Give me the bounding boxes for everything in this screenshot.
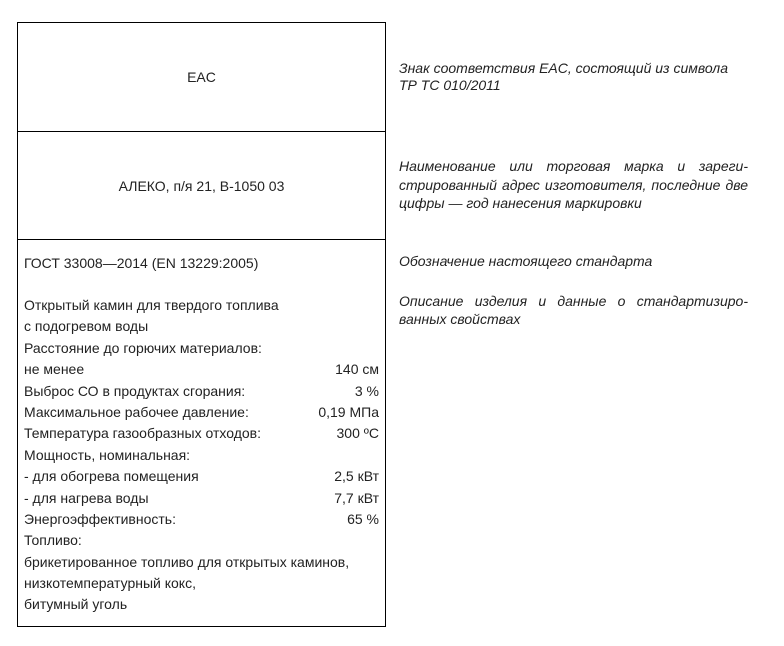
spec-label: Открытый камин для твердого топлива [24,296,279,313]
spec-block [24,253,379,616]
spec-line [24,381,379,402]
spec-label: Максимальное рабочее давление: [24,403,249,420]
mark-cell [18,23,385,131]
spec-value: 3 % [354,382,379,399]
spec-line [24,488,379,509]
spec-line [24,402,379,423]
spec-label: брикетированное топливо для открытых каминов, [24,553,350,570]
spacer [24,274,379,295]
conformity-mark: EAC [187,69,216,85]
spec-line [24,423,379,444]
spec-label: Выброс СО в продуктах сгорания: [24,382,246,399]
spec-label: Расстояние до горючих материалов: [24,339,262,356]
standard-text: ГОСТ 33008—2014 (EN 13229:2005) [24,255,259,271]
spec-value: 0,19 МПа [318,403,379,420]
spec-line [24,594,379,615]
spec-value: 65 % [347,510,379,527]
spec-line [24,466,379,487]
spec-value: 300 ºС [336,425,379,442]
spec-label: Температура газообразных отходов: [24,425,261,442]
spec-line [24,338,379,359]
note-manufacturer: Наименование или торговая марка и зарегистрированный адрес изготовителя, последние две цифры — год нанесения маркировки [399,158,748,212]
note-standard: Обозначение настоящего стандарта [399,253,653,269]
spec-label: с подогревом воды [24,318,149,335]
spec-line [24,552,379,573]
spec-label: битумный уголь [24,596,128,613]
manufacturer-address: АЛЕКО, п/я 21, В-1050 03 [118,177,285,194]
spec-line [24,573,379,594]
spec-value: 2,5 кВт [334,468,379,485]
manufacturer-cell [18,131,385,239]
spec-value: 7,7 кВт [334,489,379,506]
spec-line [24,359,379,380]
spec-label: - для нагрева воды [24,489,149,506]
spec-line [24,530,379,551]
spec-line [24,445,379,466]
spec-value: 140 см [335,361,379,378]
spec-line [24,316,379,337]
spec-label: Топливо: [24,532,82,549]
spec-cell [18,239,385,626]
spec-line [24,509,379,530]
spec-label: Энергоэффективность: [24,510,176,527]
spec-label: Мощность, номинальная: [24,446,191,463]
spec-line [24,295,379,316]
spec-label: не менее [24,361,85,378]
standard-designation [24,253,379,274]
spec-label: низкотемпературный кокс, [24,575,196,592]
spec-label: - для обогрева помещения [24,468,199,485]
note-mark: Знак соответствия EAC, состоящий из символа ТР ТС 010/2011 [399,60,728,93]
note-description: Описание изделия и данные о стандартизированных свойствах [399,293,748,327]
marking-table [17,22,386,627]
